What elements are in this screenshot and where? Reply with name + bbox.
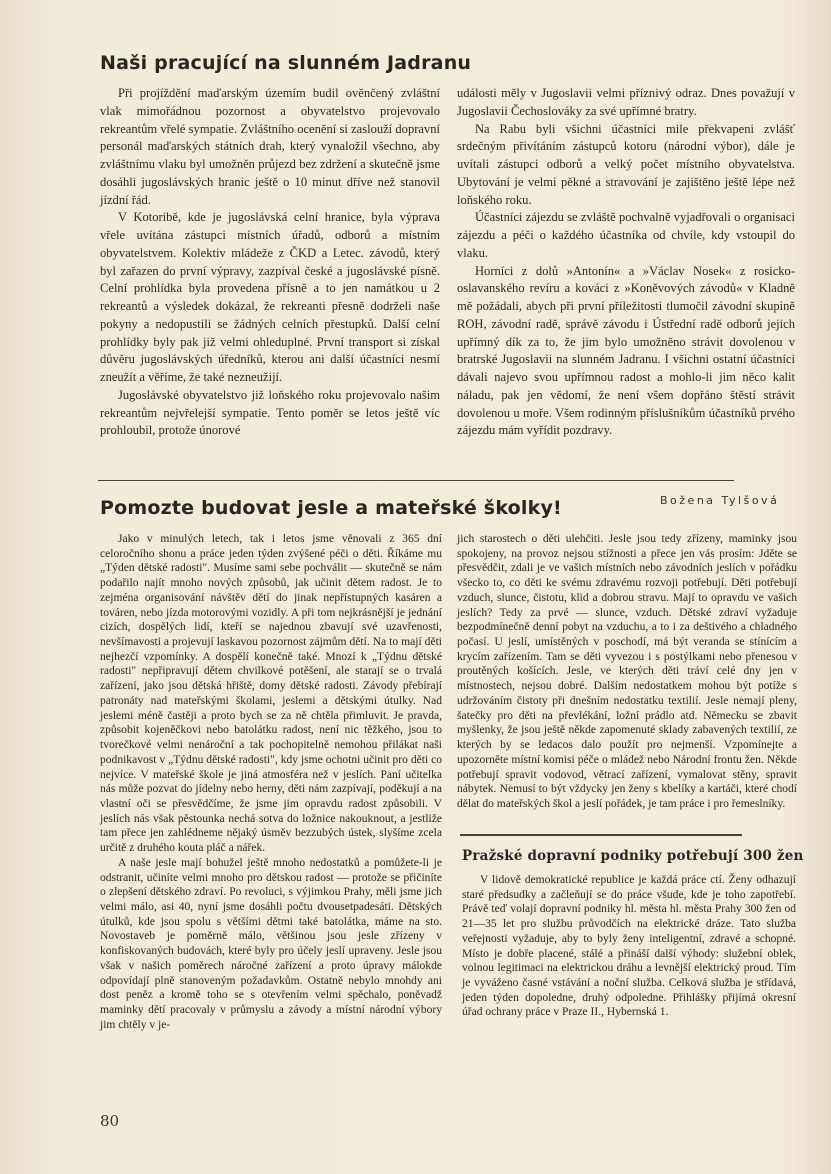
paragraph: Účastníci zájezdu se zvláště pochvalně vyjadřovali o organisaci zájezdu a péči o každého účastníka od chvíle, kdy vstoupil do vlaku.	[457, 210, 795, 260]
paragraph: Jugoslávské obyvatelstvo již loňského roku projevovalo našim rekreantům nejvřelejší sympatie. Tento poměr se letos ještě víc prohloubil, protože únorové	[100, 387, 440, 438]
section-divider	[460, 834, 742, 836]
article-title-jesle: Pomozte budovat jesle a mateřské školky!	[100, 497, 562, 519]
article-jesle-column-right	[457, 532, 797, 812]
page-number: 80	[100, 1112, 120, 1130]
article-title-jadran: Naši pracující na slunném Jadranu	[100, 52, 472, 74]
paragraph: A naše jesle mají bohužel ještě mnoho nedostatků a pomůžete-li je odstranit, učiníte velmi mnoho pro dětskou radost — protože se přičiníte o zlepšení dětského zdraví. Po revoluci, s výjimkou Prahy, měli jsme jich velmi málo, asi 40, nyní jsme dosáhli počtu dvousetpadesáti. Dětských útulků, kde jsou spolu s většími dětmi také batolátka, máme na sto. Novostaveb je poměrně málo, většinou jsou jesle zřízeny v konfiskovaných budovách, které byly pro účely jeslí upraveny. Jesle jsou však v našich poměrech náročné zařízení a proto úpravy málokde odpovídají plně stanoveným požadavkům. Ostatně nebylo mnohdy ani dost peněz a kromě toho se s otevřením velmi spěchalo, poněvadž maminky dětí pracovaly v průmyslu a závody a místní národní výbory jim chtěly v je-	[100, 856, 442, 1031]
article-title-doprava: Pražské dopravní podniky potřebují 300 žen	[462, 848, 804, 864]
paragraph: události měly v Jugoslavii velmi příznivý odraz. Dnes považují v Jugoslavii Čechoslováky za své upřímné bratry.	[457, 86, 795, 118]
paragraph: Horníci z dolů »Antonín« a »Václav Nosek« z rosicko-oslavanského revíru a kováci z »Koněvových závodů« v Kladně mě požádali, abych při první příležitosti tlumočil závodní skupině ROH, závodní radě, správě závodu i Ústřední radě odborů jejich upřímný dík za to, že jim bylo umožněno strávit dovolenou v bratrské Jugoslavii na slunném Jadranu. I všichni ostatní účastníci dávali najevo svou upřímnou radost a mohlo-li jim něco kalit náladu, pak jen vědomí, že není všem dopřáno štěstí strávit dovolenou u moře. Všem rodinným příslušníkům účastníků prvého zájezdu mám vyřídit pozdravy.	[457, 263, 795, 438]
article-doprava-body	[462, 873, 796, 1020]
section-divider	[98, 480, 734, 481]
paragraph: jich starostech o děti ulehčiti. Jesle jsou tedy zřízeny, maminky jsou spokojeny, na provoz nejsou stížnosti a přece jen vás prosím: Jděte se přesvědčit, zdali je ve vašich místních nebo závodních jeslích v pořádku všecko to, co děti ke svému zdravému rozvoji potřebují. Děti potřebují vzduch, slunce, čistotu, klid a dobrou stravu. Mají to opravdu ve vašich jeslích? Tedy za prvé — slunce, vzduch. Dětské zdraví vyžaduje bezpodmínečně denní pobyt na vzduchu, a to i za deštivého a chladného počasí. U jeslí, umístěných v poschodí, má být veranda se stínícím a krycím zařízením. Tam se děti vyvezou i s postýlkami nebo přenesou v proutěných košících. Jesle, ve kterých děti tráví celé dny jen v místnostech, nejsou dobré. Dalším nedostatkem mohou být potíže s udržováním čistoty při dnešním nedostatku textilií. Jesle nemají pleny, šatečky pro děti na převlékání, ložní prádlo atd. Německu se zbavit myšlenky, že jsou ještě někde zapomenuté sklady zabavených textilií, ze kterých by se ledacos dalo použít pro nejmenší. Vzpomínejte a upozorněte místní komisi péče o mládež nebo Národní frontu žen. Někde potřebují spravit vodovod, větrací zařízení, vymalovat stěny, spravit nábytek. Nemusí to být vždycky jen ženy s kbelíky a kartáči, které chodí dělat do mateřských škol a jeslí pořádek, je tam práce i pro řemeslníky.	[457, 533, 797, 810]
paragraph: Při projíždění maďarským územím budil ověnčený zvláštní vlak mimořádnou pozornost a obyvatelstvo projevovalo rekreantům vřelé sympatie. Zvláštního ocenění si zaslouží dopravní personál maďarských státních drah, který vynaložil všechno, aby zvláštnímu vlaku byl umožněn průjezd bez zdržení a skutečně jsme dosáhli jugoslávských hranic ještě o 10 minut dříve než stanovil jízdní řád.	[100, 86, 440, 207]
paragraph: V Kotoribě, kde je jugoslávská celní hranice, byla výprava vřele uvítána zástupci místních úřadů, odborů a místním obyvatelstvem. Kolektiv mládeže z ČKD a Letec. závodů, který byl zařazen do první výpravy, zazpíval české a jugoslávské písně. Celní prohlídka byla provedena přísně a to jen namátkou u 2 rekreantů a výsledek dokázal, že rekreanti přesně dodrželi naše pokyny a nedopustili se žádných celních přestupků. Další celní prohlídky byly pak již velmi ohleduplné. První transport si získal důvěru jugoslávských úředníků, kterou ani další účastníci nesmí zneužít a věříme, že také nezneužijí.	[100, 210, 440, 384]
article-jadran-column-left	[100, 85, 440, 440]
author-byline: Božena Tylšová	[660, 494, 780, 507]
paragraph: V lidově demokratické republice je každá práce ctí. Ženy odhazují staré předsudky a začleňují se do práce všude, kde je toho zapotřebí. Právě teď volají dopravní podniky hl. města hl. města Prahy 300 žen od 21—35 let pro službu průvodčích na elektrické dráze. Tato služba veřejnosti vyžaduje, aby to byly ženy inteligentní, zdravé a schopné. Místo je dobře placené, stálé a přináší další výhody: služební oblek, volnou legitimaci na elektrickou dráhu a levnější elektrický proud. Tím je vyváženo časné vstávání a noční služba. Celková služba je střídavá, jeden týden dopoledne, druhý odpoledne. Přihlášky přijímá okresní úřad ochrany práce v Praze II., Hybernská 1.	[462, 874, 796, 1019]
paragraph: Jako v minulých letech, tak i letos jsme věnovali z 365 dní celoročního shonu a práce jeden týden zvýšené péči o děti. Říkáme mu „Týden dětské radosti". Musíme sami sebe pochválit — skutečně se nám podařilo najít mnoho nových způsobů, jak učinit dětem radost. Je to zejména organisování návštěv dětí do jinak nepřístupných kasáren a továren, nebo jízda motorovými vozidly. A při tom nejkrásnější je jednání cizích, dospělých lidí, kteří se najednou zbavují své uzavřenosti, nevšímavosti a projevují laskavou pozornost zájmům dětí. Na to mají děti nejhezčí vzpomínky. A dospělí konečně také. Mnozí k „Týdnu dětské radosti" nepřipravují dětem chvilkové potěšení, ale starají se o trvalá zařízení, jako jsou dětská hřiště, domy dětské radosti. Závody přebírají patronáty nad mateřskými školami, jeslemi a dětskými útulky. Nad jeslemi méně častěji a proto bych se za ně chtěla přimluvit. Je pravda, způsobit kojeněčkovi nebo batolátku radost, není nic těžkého, jsou to tvorečkové velmi nenároční a tak pochopitelně nemohou přilákat naši podnikavost v „Týdnu dětské radosti", kdy jsme ochotni učinit pro děti co nejvíce. V mateřské škole je jiná atmosféra než v jeslích. Paní učitelka nás může pozvat do jídelny nebo herny, děti nám zazpívají, poděkují a na vlastní oči se přesvědčíme, že jsme jim opravdu radost způsobili. V jeslích nás však pěstounka nechá sotva do ložnice nakouknout, a jestliže tam přece jen zahlédneme nějaký úsměv bezzubých ústek, slyšíme zcela určitě z druhého kouta pláč a nářek.	[100, 533, 442, 855]
article-jesle-column-left	[100, 532, 442, 1032]
paragraph: Na Rabu byli všichni účastníci mile překvapeni zvlášť srdečným přivítáním zástupců kotoru (národní výbor), dále je uvítali zástupci odborů a velký počet místního obyvatelstva. Ubytování je velmi pěkné a stravování je zajištěno ještě lépe než loňského roku.	[457, 121, 795, 207]
article-jadran-column-right	[457, 85, 795, 440]
